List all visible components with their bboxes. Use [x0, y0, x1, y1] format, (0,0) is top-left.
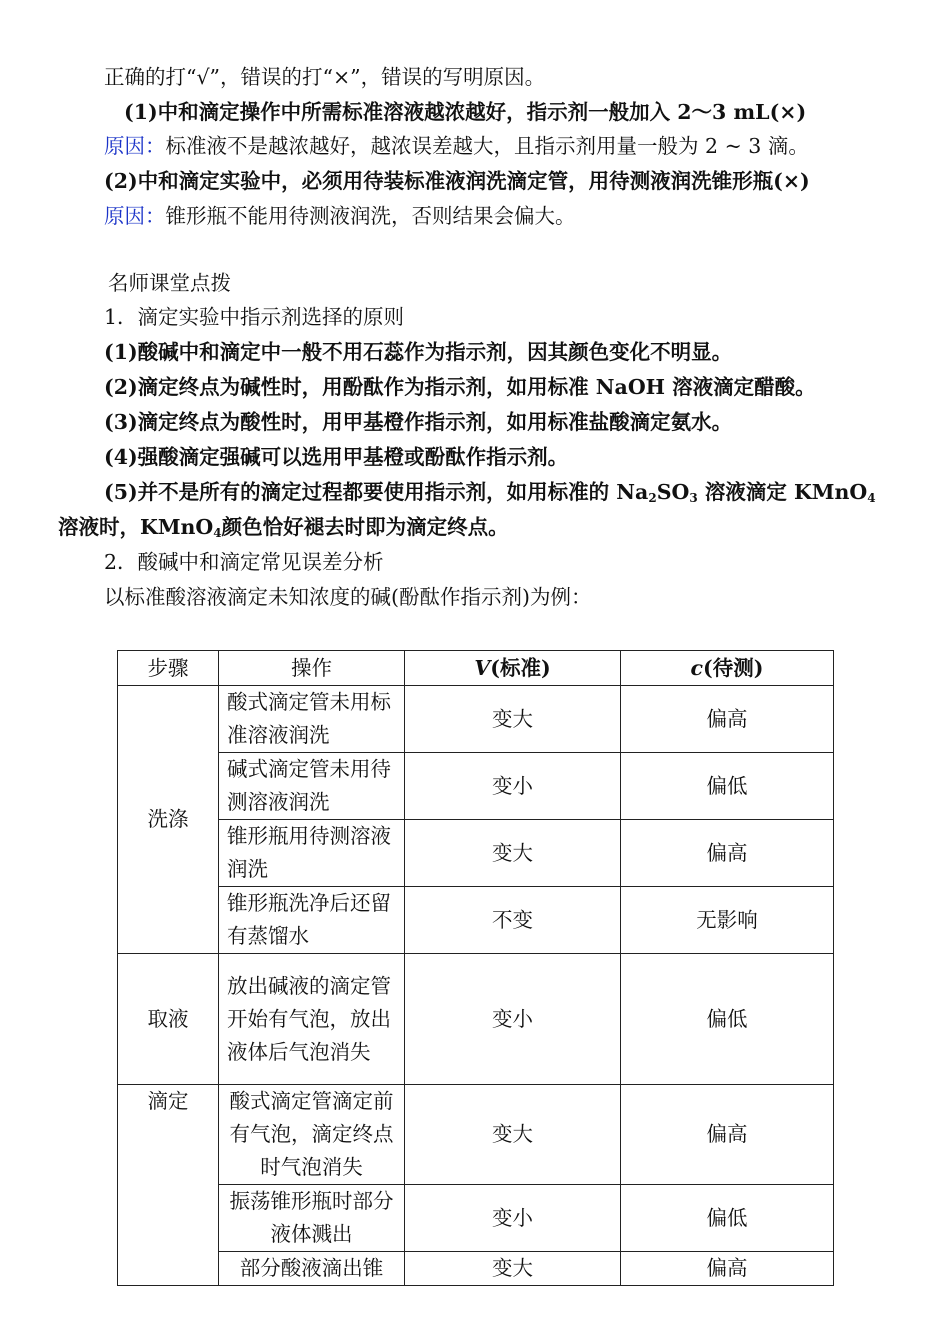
section-title: 名师课堂点拨	[108, 271, 231, 295]
item-2-statement: (2)中和滴定实验中，必须用待装标准液润洗滴定管，用待测液润洗锥形瓶(×)	[104, 169, 810, 193]
volume-cell: 变大	[405, 686, 621, 753]
item-1-reason	[104, 129, 809, 163]
volume-cell: 变小	[405, 1185, 621, 1252]
item-2-reason	[104, 199, 576, 233]
step-cell: 取液	[118, 954, 219, 1085]
concentration-cell: 偏高	[621, 686, 834, 753]
operation-cell: 放出碱液的滴定管开始有气泡，放出液体后气泡消失	[219, 954, 405, 1085]
point-2-title: 2．酸碱中和滴定常见误差分析	[104, 550, 384, 574]
concentration-cell: 偏低	[621, 954, 834, 1085]
reason-text: 锥形瓶不能用待测液润洗，否则结果会偏大。	[165, 204, 576, 228]
point-1-line-2: (2)滴定终点为碱性时，用酚酞作为指示剂，如用标准 NaOH 溶液滴定醋酸。	[104, 375, 816, 399]
table-row	[118, 1085, 834, 1185]
point-1-title: 1．滴定实验中指示剂选择的原则	[104, 305, 405, 329]
concentration-cell: 无影响	[621, 887, 834, 954]
operation-cell: 锥形瓶用待测溶液润洗	[219, 820, 405, 887]
point-1-line-4: (4)强酸滴定强碱可以选用甲基橙或酚酞作指示剂。	[104, 445, 569, 469]
reason-text: 标准液不是越浓越好，越浓误差越大，且指示剂用量一般为 2 ~ 3 滴。	[165, 134, 809, 158]
item-1-statement: (1)中和滴定操作中所需标准溶液越浓越好，指示剂一般加入 2～3 mL(×)	[124, 100, 807, 124]
intro-text: 正确的打“√”，错误的打“×”，错误的写明原因。	[104, 65, 546, 89]
table-row	[118, 1252, 834, 1286]
reason-label: 原因：	[104, 134, 166, 158]
table-header-row	[118, 651, 834, 686]
concentration-cell: 偏高	[621, 820, 834, 887]
operation-cell: 部分酸液滴出锥	[219, 1252, 405, 1286]
point-2-desc: 以标准酸溶液滴定未知浓度的碱(酚酞作指示剂)为例：	[104, 585, 592, 609]
header-volume: V(标准)	[405, 651, 621, 686]
header-operation: 操作	[219, 651, 405, 686]
operation-cell: 锥形瓶洗净后还留有蒸馏水	[219, 887, 405, 954]
concentration-cell: 偏低	[621, 753, 834, 820]
volume-cell: 变小	[405, 753, 621, 820]
concentration-cell: 偏高	[621, 1252, 834, 1286]
table-row	[118, 1185, 834, 1252]
error-analysis-table	[117, 650, 834, 1286]
volume-cell: 不变	[405, 887, 621, 954]
point-1-line-5-cont: 溶液时，KMnO$_4$颜色恰好褪去时即为滴定终点。	[58, 515, 509, 540]
reason-label: 原因：	[104, 204, 166, 228]
volume-cell: 变大	[405, 820, 621, 887]
point-1-line-1: (1)酸碱中和滴定中一般不用石蕊作为指示剂，因其颜色变化不明显。	[104, 340, 733, 364]
header-concentration: c(待测)	[621, 651, 834, 686]
step-cell: 洗涤	[118, 686, 219, 954]
volume-cell: 变大	[405, 1085, 621, 1185]
point-1-line-5: (5)并不是所有的滴定过程都要使用指示剂，如用标准的 $Na_2SO_3$ 溶液滴定 KMnO$_4$	[104, 480, 876, 505]
point-1-line-3: (3)滴定终点为酸性时，用甲基橙作指示剂，如用标准盐酸滴定氨水。	[104, 410, 733, 434]
table-row	[118, 954, 834, 1085]
table-row	[118, 753, 834, 820]
table-row	[118, 686, 834, 753]
table-row	[118, 887, 834, 954]
volume-cell: 变小	[405, 954, 621, 1085]
table-row	[118, 820, 834, 887]
operation-cell: 振荡锥形瓶时部分液体溅出	[219, 1185, 405, 1252]
operation-cell: 碱式滴定管未用待测溶液润洗	[219, 753, 405, 820]
volume-cell: 变大	[405, 1252, 621, 1286]
header-step: 步骤	[118, 651, 219, 686]
operation-cell: 酸式滴定管未用标准溶液润洗	[219, 686, 405, 753]
step-cell: 滴定	[118, 1085, 219, 1286]
concentration-cell: 偏低	[621, 1185, 834, 1252]
operation-cell: 酸式滴定管滴定前有气泡，滴定终点时气泡消失	[219, 1085, 405, 1185]
concentration-cell: 偏高	[621, 1085, 834, 1185]
